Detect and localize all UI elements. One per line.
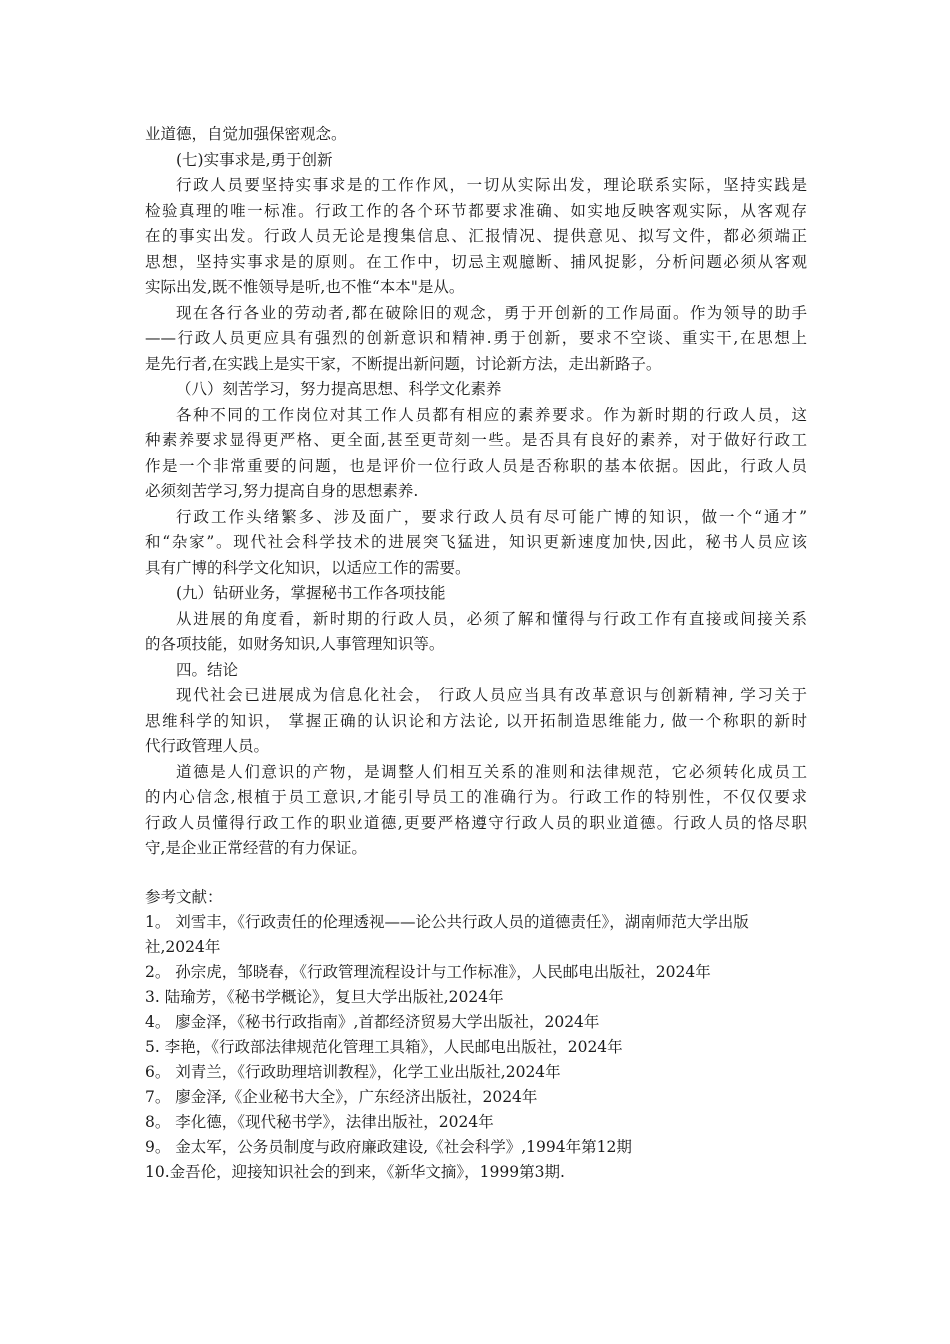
paragraph-line: 行政人员懂得行政工作的职业道德,更要严格遵守行政人员的职业道德。行政人员的恪尽职 <box>145 813 807 832</box>
paragraph-line: 具有广博的科学文化知识，以适应工作的需要。 <box>145 558 471 577</box>
paragraph-line: 行政人员要坚持实事求是的工作作风，一切从实际出发，理论联系实际，坚持实践是 <box>176 176 807 194</box>
paragraph-line: 现代社会已进展成为信息化社会， 行政人员应当具有改革意识与创新精神, 学习关于 <box>176 686 807 704</box>
body-text <box>145 122 807 862</box>
reference-item: 3. 陆瑜芳，《秘书学概论》，复旦大学出版社,2024年 <box>145 987 504 1006</box>
reference-item: 7。 廖金泽,《企业秘书大全》，广东经济出版社，2024年 <box>145 1087 538 1106</box>
paragraph-line: 现在各行各业的劳动者,都在破除旧的观念，勇于开创新的工作局面。作为领导的助手 <box>176 303 807 322</box>
paragraph-line: 业道德，自觉加强保密观念。 <box>145 125 347 143</box>
references-title: 参考文献： <box>145 887 223 906</box>
paragraph-line: 必须刻苦学习,努力提高自身的思想素养. <box>145 482 419 500</box>
paragraph-line: 的内心信念,根植于员工意识,才能引导员工的准确行为。行政工作的特别性，不仅仅要求 <box>145 788 807 806</box>
paragraph-line: 的各项技能，如财务知识,人事管理知识等。 <box>145 635 445 653</box>
paragraph-line: 道德是人们意识的产物，是调整人们相互关系的准则和法律规范，它必须转化成员工 <box>176 762 807 781</box>
paragraph-line: 在的事实出发。行政人员无论是搜集信息、汇报情况、提供意见、拟写文件，都必须端正 <box>145 227 807 245</box>
references-list <box>145 910 807 1185</box>
paragraph-line: 检验真理的唯一标准。行政工作的各个环节都要求准确、如实地反映客观实际，从客观存 <box>145 201 807 220</box>
references-section <box>145 884 807 1185</box>
paragraph-line: 四。结论 <box>176 660 239 679</box>
paragraph-line: (七)实事求是,勇于创新 <box>176 150 333 169</box>
paragraph-line: 守,是企业正常经营的有力保证。 <box>145 839 367 857</box>
paragraph-line: 从进展的角度看，新时期的行政人员，必须了解和懂得与行政工作有直接或间接关系 <box>176 609 807 628</box>
paragraph-line: 思想，坚持实事求是的原则。在工作中，切忌主观臆断、捕风捉影，分析问题必须从客观 <box>145 252 807 271</box>
paragraph-line: 思维科学的知识， 掌握正确的认识论和方法论, 以开拓制造思维能力, 做一个称职的新时 <box>145 711 807 730</box>
reference-item: 5. 李艳，《行政部法律规范化管理工具箱》，人民邮电出版社，2024年 <box>145 1037 623 1056</box>
paragraph-line: 作是一个非常重要的问题，也是评价一位行政人员是否称职的基本依据。因此，行政人员 <box>145 456 807 475</box>
reference-item: 1。 刘雪丰，《行政责任的伦理透视——论公共行政人员的道德责任》，湖南师范大学出版社,2024年 <box>145 912 749 956</box>
reference-item: 6。 刘青兰，《行政助理培训教程》，化学工业出版社,2024年 <box>145 1062 561 1081</box>
paragraph-line: (九）钻研业务，掌握秘书工作各项技能 <box>176 584 446 602</box>
document-page <box>145 122 807 1185</box>
reference-item: 8。 李化德，《现代秘书学》，法律出版社，2024年 <box>145 1112 494 1131</box>
paragraph-line: 和“杂家”。现代社会科学技术的进展突飞猛进，知识更新速度加快,因此，秘书人员应该 <box>145 533 807 551</box>
reference-item: 9。 金太军，公务员制度与政府廉政建设,《社会科学》,1994年第12期 <box>145 1137 632 1156</box>
paragraph-line: （八）刻苦学习，努力提高思想、科学文化素养 <box>176 380 502 398</box>
paragraph-line: ——行政人员更应具有强烈的创新意识和精神.勇于创新，要求不空谈、重实干,在思想上 <box>145 329 807 347</box>
paragraph-line: 实际出发,既不惟领导是听,也不惟“本本"是从。 <box>145 278 465 296</box>
paragraph-line: 种素养要求显得更严格、更全面,甚至更苛刻一些。是否具有良好的素养，对于做好行政工 <box>145 431 807 449</box>
reference-item: 2。 孙宗虎，邹晓春，《行政管理流程设计与工作标准》，人民邮电出版社，2024年 <box>145 962 711 981</box>
reference-item: 4。 廖金泽，《秘书行政指南》,首都经济贸易大学出版社，2024年 <box>145 1012 600 1031</box>
paragraph-line: 代行政管理人员。 <box>145 737 270 755</box>
paragraph-line: 是先行者,在实践上是实干家，不断提出新问题，讨论新方法，走出新路子。 <box>145 354 662 373</box>
section-gap <box>145 862 807 884</box>
paragraph-line: 各种不同的工作岗位对其工作人员都有相应的素养要求。作为新时期的行政人员，这 <box>176 405 807 424</box>
reference-item: 10.金吾伦，迎接知识社会的到来，《新华文摘》，1999第3期. <box>145 1162 565 1181</box>
paragraph-line: 行政工作头绪繁多、涉及面广，要求行政人员有尽可能广博的知识，做一个“通才” <box>176 507 807 526</box>
